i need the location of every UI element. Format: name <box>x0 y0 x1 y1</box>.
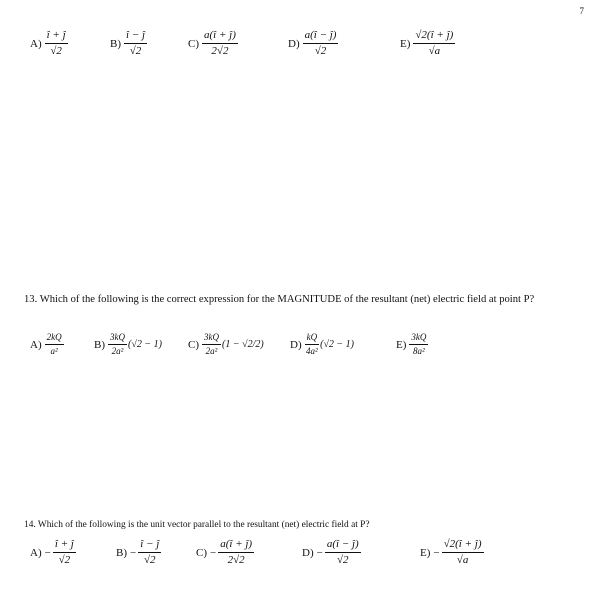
q14-option-d[interactable] <box>302 539 361 566</box>
fraction <box>138 539 161 566</box>
fraction <box>303 30 339 57</box>
q14-option-b[interactable] <box>116 539 161 566</box>
denominator: √2 <box>129 45 142 57</box>
fraction <box>53 539 76 566</box>
denominator: √2 <box>143 554 156 566</box>
q13-option-a[interactable] <box>30 333 64 356</box>
option-label: E) <box>396 338 407 351</box>
denominator: √2 <box>336 554 349 566</box>
option-label: C) <box>188 37 199 50</box>
denominator: √a <box>456 554 469 566</box>
option-label: C) <box>196 546 207 559</box>
factor: (1 − √2/2) <box>222 339 264 350</box>
top-option-b[interactable] <box>110 30 147 57</box>
q14-option-c[interactable] <box>196 539 254 566</box>
question-14-text: 14. Which of the following is the unit vector parallel to the resultant (net) electric field at P? <box>24 520 370 530</box>
factor: (√2 − 1) <box>320 339 355 350</box>
option-label: D) <box>302 546 314 559</box>
numerator: 3kQ <box>202 333 221 345</box>
denominator: 4a² <box>306 346 318 356</box>
question-13-options <box>0 331 604 373</box>
numerator: √2(î + ĵ) <box>413 30 455 44</box>
numerator: 2kQ <box>45 333 64 345</box>
denominator: √2 <box>50 45 62 57</box>
q13-option-c[interactable] <box>188 333 264 356</box>
denominator: 8a² <box>413 346 425 356</box>
option-label: D) <box>288 37 300 50</box>
page-number: 7 <box>579 6 584 16</box>
option-label: B) <box>94 338 105 351</box>
option-label: A) <box>30 546 42 559</box>
q14-option-a[interactable] <box>30 539 76 566</box>
numerator: î − ĵ <box>138 539 161 553</box>
top-option-c[interactable] <box>188 30 238 57</box>
factor: (√2 − 1) <box>128 339 162 350</box>
numerator: î + ĵ <box>53 539 76 553</box>
q13-option-d[interactable] <box>290 333 354 356</box>
fraction <box>325 539 361 566</box>
top-option-a[interactable] <box>30 30 68 57</box>
top-answer-row <box>0 26 604 68</box>
numerator: 3kQ <box>108 333 127 345</box>
numerator: a(î + ĵ) <box>202 30 238 44</box>
fraction <box>409 333 428 356</box>
denominator: a² <box>50 346 58 356</box>
fraction <box>442 539 484 566</box>
option-label: A) <box>30 338 42 351</box>
q13-option-e[interactable] <box>396 333 428 356</box>
top-option-e[interactable] <box>400 30 455 57</box>
minus-sign: − <box>210 546 217 559</box>
denominator: 2√2 <box>211 45 229 57</box>
numerator: a(î + ĵ) <box>218 539 254 553</box>
numerator: a(î − ĵ) <box>303 30 339 44</box>
q14-option-e[interactable] <box>420 539 484 566</box>
fraction <box>108 333 127 356</box>
minus-sign: − <box>44 546 51 559</box>
denominator: 2√2 <box>227 554 245 566</box>
fraction <box>202 30 238 57</box>
denominator: √2 <box>58 554 71 566</box>
fraction <box>202 333 221 356</box>
fraction <box>218 539 254 566</box>
question-13-text: 13. Which of the following is the correct expression for the MAGNITUDE of the resultant (net) electric field at point P? <box>24 294 535 305</box>
minus-sign: − <box>130 546 137 559</box>
minus-sign: − <box>316 546 323 559</box>
fraction <box>45 333 64 356</box>
denominator: 2a² <box>205 346 218 356</box>
denominator: 2a² <box>111 346 124 356</box>
question-14-options <box>0 537 604 579</box>
fraction <box>124 30 147 57</box>
option-label: B) <box>110 37 121 50</box>
option-label: B) <box>116 546 127 559</box>
fraction <box>413 30 455 57</box>
minus-sign: − <box>433 546 440 559</box>
numerator: 3kQ <box>409 333 428 345</box>
numerator: a(î − ĵ) <box>325 539 361 553</box>
fraction <box>305 333 320 356</box>
option-label: D) <box>290 338 302 351</box>
option-label: E) <box>400 37 411 50</box>
numerator: î − ĵ <box>124 30 147 44</box>
option-label: E) <box>420 546 431 559</box>
numerator: î + ĵ <box>45 30 68 44</box>
fraction <box>45 30 68 57</box>
option-label: C) <box>188 338 199 351</box>
top-option-d[interactable] <box>288 30 338 57</box>
q13-option-b[interactable] <box>94 333 162 356</box>
option-label: A) <box>30 37 42 50</box>
denominator: √a <box>428 45 441 57</box>
numerator: kQ <box>305 333 320 345</box>
numerator: √2(î + ĵ) <box>442 539 484 553</box>
denominator: √2 <box>314 45 327 57</box>
